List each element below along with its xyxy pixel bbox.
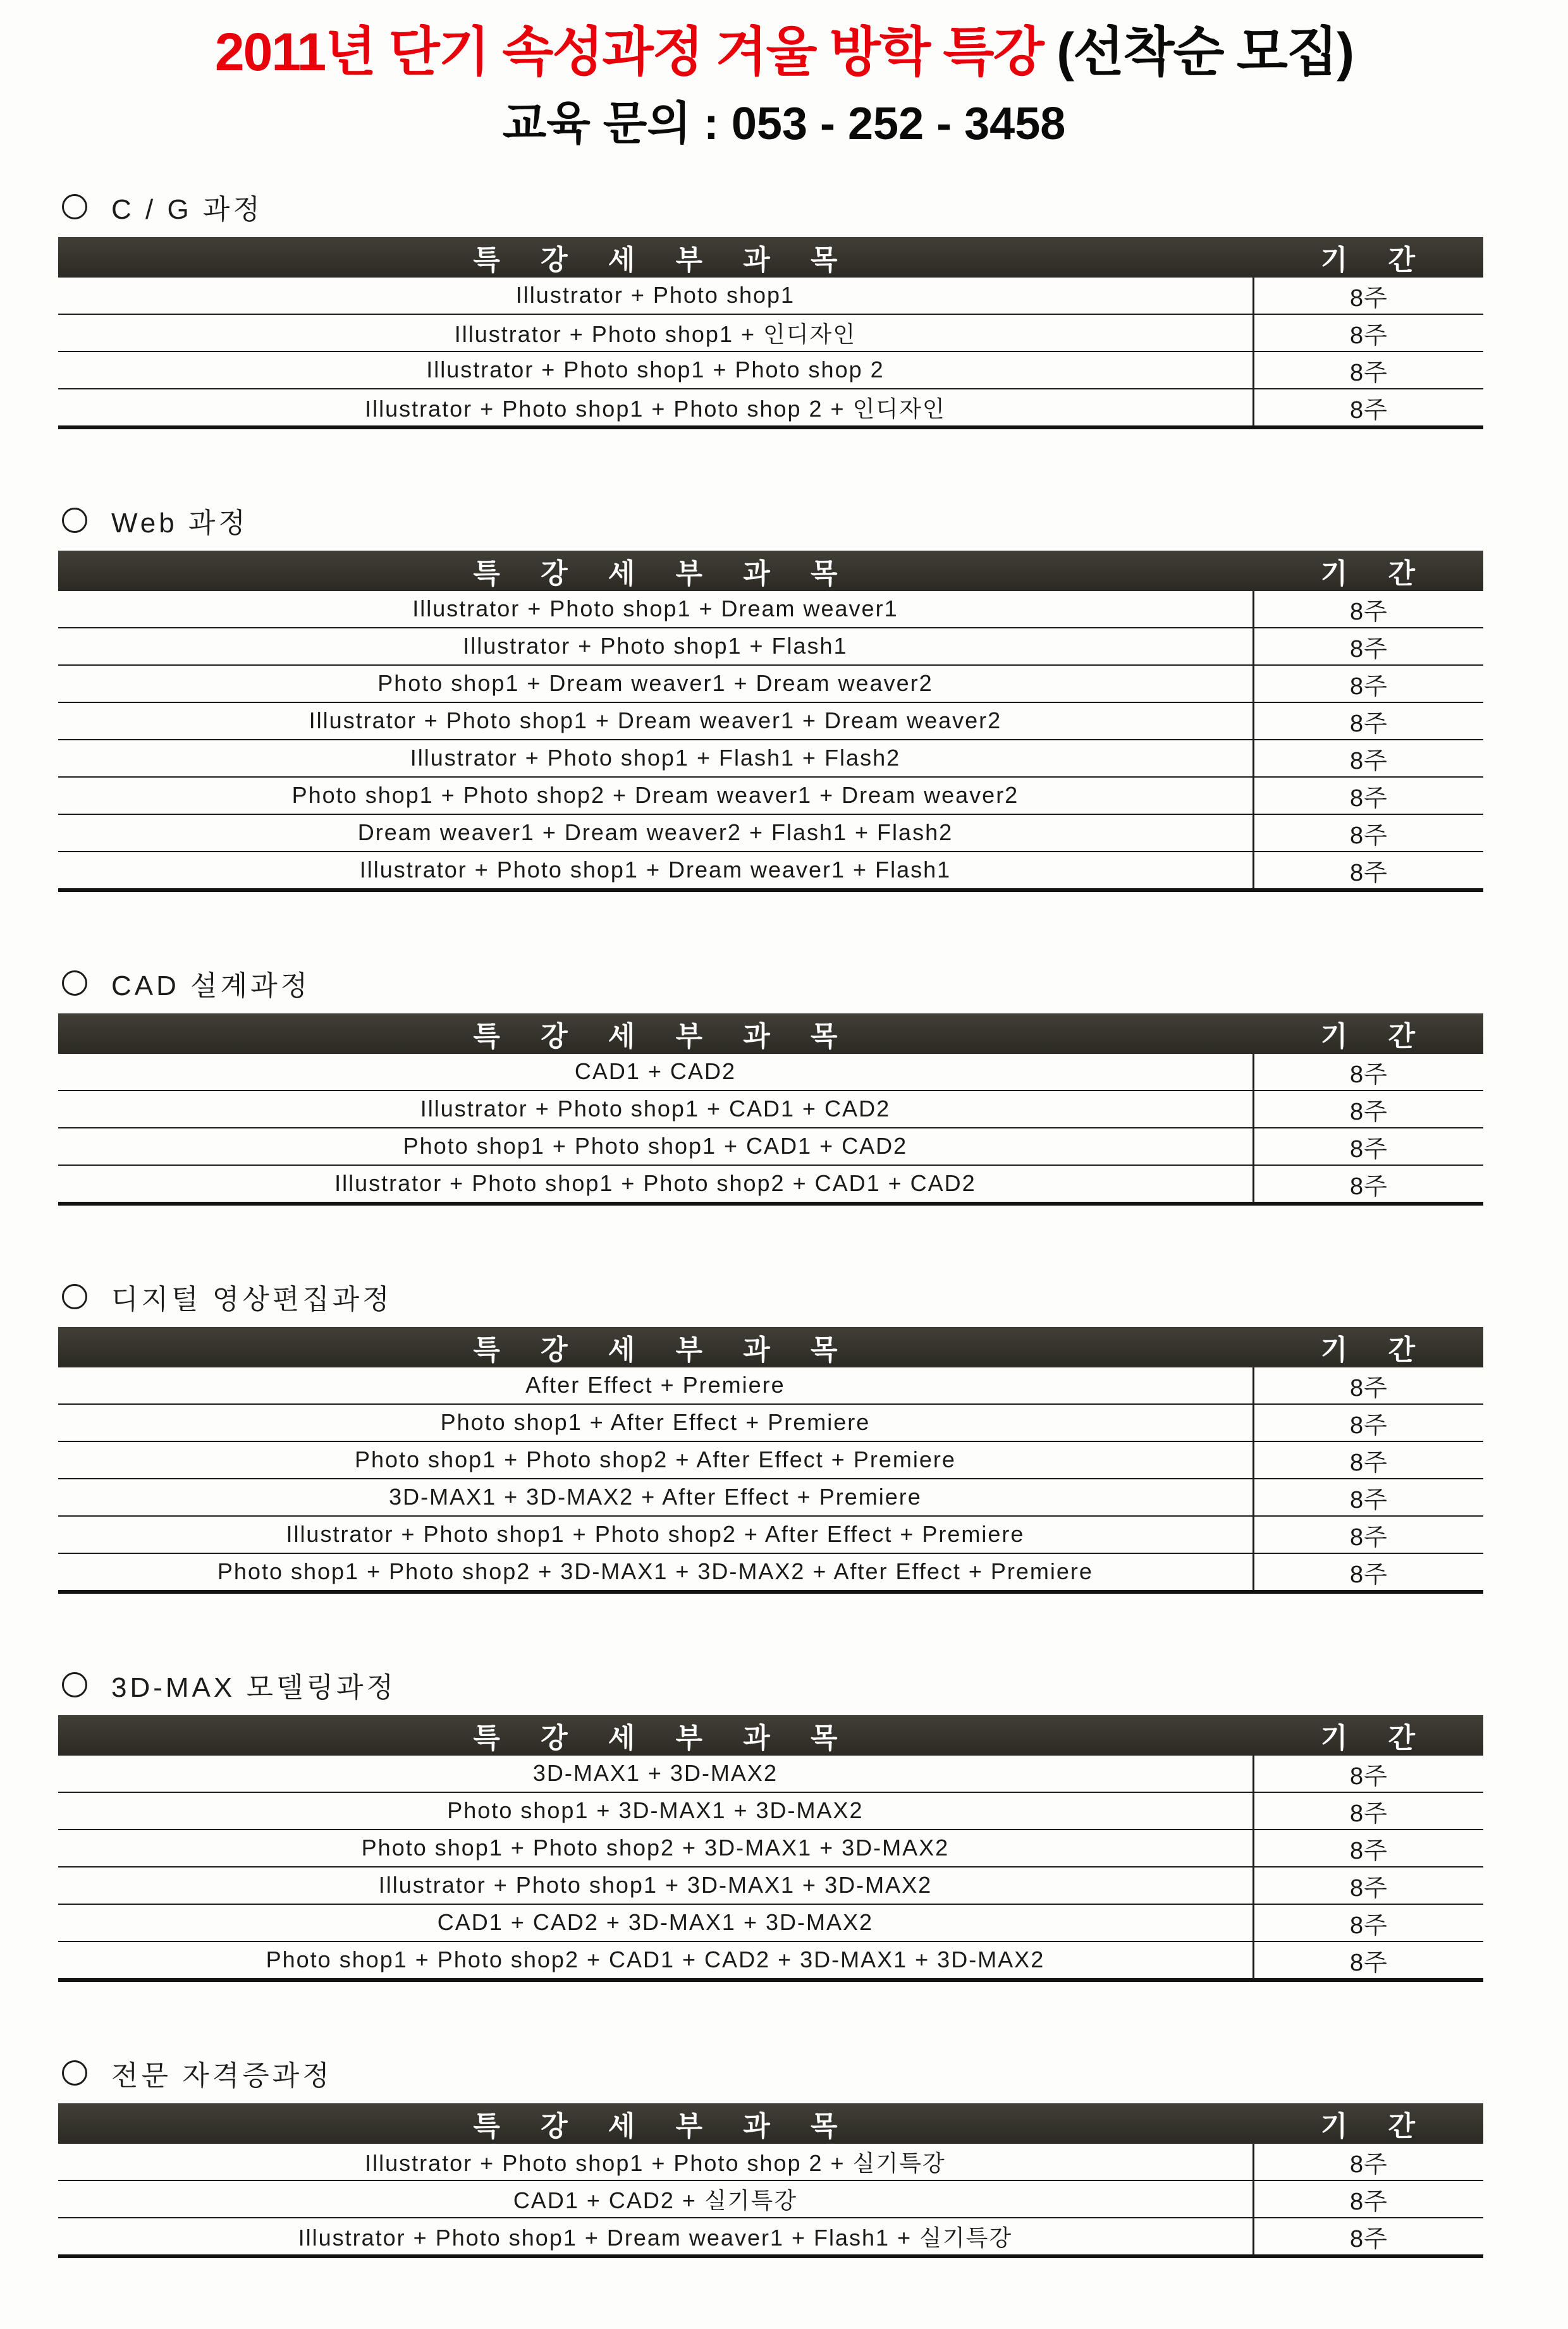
table-row xyxy=(58,1367,1483,1403)
section-title: 전문 자격증과정 xyxy=(111,2060,333,2091)
cell-duration: 8주 xyxy=(1350,359,1388,386)
course-table xyxy=(58,1013,1483,1206)
cell-subject: Photo shop1 + Dream weaver1 + Dream weaver2 xyxy=(58,666,1254,702)
cell-duration: 8주 xyxy=(1350,859,1388,886)
cell-subject: Illustrator + Photo shop1 + Photo shop2 + After Effect + Premiere xyxy=(58,1517,1254,1553)
table-row xyxy=(58,591,1483,627)
table-row xyxy=(58,664,1483,702)
table-row xyxy=(58,1792,1483,1829)
table-row xyxy=(58,627,1483,664)
page-title xyxy=(0,0,1568,83)
cell-duration: 8주 xyxy=(1350,1949,1388,1976)
cell-duration: 8주 xyxy=(1350,1524,1388,1551)
table-body xyxy=(58,1054,1483,1202)
table-row xyxy=(58,1756,1483,1792)
cell-duration: 8주 xyxy=(1350,1061,1388,1088)
cell-subject: Photo shop1 + Photo shop2 + Dream weaver1 + Dream weaver2 xyxy=(58,778,1254,814)
cell-duration: 8주 xyxy=(1350,1561,1388,1588)
cell-subject: Illustrator + Photo shop1 + Dream weaver1 + Flash1 xyxy=(58,852,1254,888)
cell-duration: 8주 xyxy=(1350,2225,1388,2253)
table-header-row xyxy=(58,1013,1483,1054)
cell-subject: After Effect + Premiere xyxy=(58,1367,1254,1403)
sections xyxy=(58,186,1483,2258)
cell-subject: CAD1 + CAD2 + 3D-MAX1 + 3D-MAX2 xyxy=(58,1905,1254,1941)
table-row xyxy=(58,314,1483,351)
table-row xyxy=(58,2180,1483,2217)
cell-duration: 8주 xyxy=(1350,396,1388,424)
course-table xyxy=(58,1327,1483,1594)
section-header xyxy=(62,186,1483,227)
table-row xyxy=(58,1403,1483,1441)
table-body xyxy=(58,591,1483,888)
cell-subject: Dream weaver1 + Dream weaver2 + Flash1 + Flash2 xyxy=(58,815,1254,851)
cell-duration: 8주 xyxy=(1350,1173,1388,1200)
course-table xyxy=(58,551,1483,892)
course-section xyxy=(58,963,1483,1206)
course-section xyxy=(58,1276,1483,1594)
cell-subject: Illustrator + Photo shop1 + Photo shop 2 + 실기특강 xyxy=(58,2144,1254,2180)
cell-duration: 8주 xyxy=(1350,1412,1388,1439)
page-title-paren: (선착순 모집) xyxy=(1057,22,1354,82)
cell-duration: 8주 xyxy=(1350,2151,1388,2178)
table-row xyxy=(58,1553,1483,1590)
section-header xyxy=(62,1276,1483,1317)
table-row xyxy=(58,1127,1483,1164)
cell-subject: 3D-MAX1 + 3D-MAX2 xyxy=(58,1756,1254,1792)
cell-duration: 8주 xyxy=(1350,2188,1388,2215)
table-body xyxy=(58,2144,1483,2254)
course-table xyxy=(58,2103,1483,2258)
cell-subject: 3D-MAX1 + 3D-MAX2 + After Effect + Premiere xyxy=(58,1479,1254,1515)
cell-duration: 8주 xyxy=(1350,785,1388,812)
cell-subject: Photo shop1 + Photo shop2 + CAD1 + CAD2 + 3D-MAX1 + 3D-MAX2 xyxy=(58,1942,1254,1978)
cell-subject: Illustrator + Photo shop1 + CAD1 + CAD2 xyxy=(58,1091,1254,1127)
table-row xyxy=(58,702,1483,739)
bullet-circle-icon xyxy=(62,1284,87,1309)
cell-duration: 8주 xyxy=(1350,1800,1388,1827)
cell-duration: 8주 xyxy=(1350,1486,1388,1513)
table-header-row xyxy=(58,2103,1483,2144)
table-row xyxy=(58,2217,1483,2254)
table-row xyxy=(58,1090,1483,1127)
cell-subject: Illustrator + Photo shop1 + Flash1 xyxy=(58,628,1254,664)
table-header-row xyxy=(58,1327,1483,1367)
section-header xyxy=(62,2053,1483,2093)
header-duration: 기 간 xyxy=(1320,558,1432,589)
section-header xyxy=(62,1665,1483,1705)
table-row xyxy=(58,2144,1483,2180)
course-section xyxy=(58,500,1483,892)
cell-subject: Photo shop1 + 3D-MAX1 + 3D-MAX2 xyxy=(58,1793,1254,1829)
header-subject: 특 강 세 부 과 목 xyxy=(473,1020,854,1052)
course-table xyxy=(58,237,1483,429)
section-header xyxy=(62,963,1483,1003)
cell-duration: 8주 xyxy=(1350,284,1388,312)
table-body xyxy=(58,1367,1483,1590)
cell-duration: 8주 xyxy=(1350,1374,1388,1402)
cell-duration: 8주 xyxy=(1350,635,1388,663)
course-section xyxy=(58,1665,1483,1982)
cell-duration: 8주 xyxy=(1350,710,1388,737)
cell-subject: Photo shop1 + Photo shop1 + CAD1 + CAD2 xyxy=(58,1128,1254,1164)
cell-subject: CAD1 + CAD2 + 실기특강 xyxy=(58,2181,1254,2217)
cell-subject: Illustrator + Photo shop1 + Photo shop 2 + 인디자인 xyxy=(58,389,1254,425)
table-row xyxy=(58,851,1483,888)
header-subject: 특 강 세 부 과 목 xyxy=(473,1334,854,1366)
bullet-circle-icon xyxy=(62,508,87,533)
header-subject: 특 강 세 부 과 목 xyxy=(473,2110,854,2142)
header-duration: 기 간 xyxy=(1320,2110,1432,2142)
table-row xyxy=(58,1441,1483,1478)
table-row xyxy=(58,1164,1483,1202)
cell-duration: 8주 xyxy=(1350,1874,1388,1902)
cell-subject: CAD1 + CAD2 xyxy=(58,1054,1254,1090)
table-body xyxy=(58,278,1483,425)
table-row xyxy=(58,1904,1483,1941)
cell-subject: Illustrator + Photo shop1 + Photo shop 2 xyxy=(58,352,1254,388)
cell-subject: Photo shop1 + Photo shop2 + 3D-MAX1 + 3D-MAX2 + After Effect + Premiere xyxy=(58,1554,1254,1590)
table-row xyxy=(58,278,1483,314)
table-row xyxy=(58,1829,1483,1866)
section-title: Web 과정 xyxy=(111,507,248,539)
header-duration: 기 간 xyxy=(1320,1722,1432,1754)
table-row xyxy=(58,776,1483,814)
cell-subject: Illustrator + Photo shop1 + Dream weaver1 + Dream weaver2 xyxy=(58,703,1254,739)
section-title: 3D-MAX 모델링과정 xyxy=(111,1672,396,1703)
header-duration: 기 간 xyxy=(1320,244,1432,276)
bullet-circle-icon xyxy=(62,1672,87,1697)
table-row xyxy=(58,1515,1483,1553)
header-subject: 특 강 세 부 과 목 xyxy=(473,1722,854,1754)
cell-duration: 8주 xyxy=(1350,1763,1388,1790)
cell-duration: 8주 xyxy=(1350,747,1388,774)
cell-subject: Illustrator + Photo shop1 + 3D-MAX1 + 3D-MAX2 xyxy=(58,1867,1254,1904)
table-row xyxy=(58,1866,1483,1904)
cell-duration: 8주 xyxy=(1350,322,1388,349)
course-section xyxy=(58,2053,1483,2258)
bullet-circle-icon xyxy=(62,194,87,219)
cell-subject: Illustrator + Photo shop1 + Flash1 + Flash2 xyxy=(58,740,1254,776)
header-subject: 특 강 세 부 과 목 xyxy=(473,244,854,276)
contact-phone-line: 교육 문의 : 053 - 252 - 3458 xyxy=(502,98,1066,149)
cell-duration: 8주 xyxy=(1350,1912,1388,1939)
table-row xyxy=(58,814,1483,851)
bullet-circle-icon xyxy=(62,2060,87,2086)
cell-duration: 8주 xyxy=(1350,1098,1388,1125)
table-row xyxy=(58,351,1483,388)
table-row xyxy=(58,1478,1483,1515)
table-header-row xyxy=(58,551,1483,591)
course-section xyxy=(58,186,1483,429)
cell-subject: Photo shop1 + After Effect + Premiere xyxy=(58,1405,1254,1441)
section-header xyxy=(62,500,1483,541)
table-header-row xyxy=(58,1715,1483,1756)
header-duration: 기 간 xyxy=(1320,1334,1432,1366)
cell-duration: 8주 xyxy=(1350,1135,1388,1163)
cell-subject: Illustrator + Photo shop1 + 인디자인 xyxy=(58,315,1254,351)
cell-duration: 8주 xyxy=(1350,598,1388,625)
bullet-circle-icon xyxy=(62,970,87,996)
table-row xyxy=(58,739,1483,776)
section-title: C / G 과정 xyxy=(111,193,263,225)
page-title-main: 2011년 단기 속성과정 겨울 방학 특강 xyxy=(214,22,1057,82)
table-row xyxy=(58,1054,1483,1090)
table-row xyxy=(58,1941,1483,1978)
table-body xyxy=(58,1756,1483,1978)
cell-subject: Illustrator + Photo shop1 + Dream weaver1 xyxy=(58,591,1254,627)
cell-subject: Illustrator + Photo shop1 + Dream weaver1 + Flash1 + 실기특강 xyxy=(58,2218,1254,2254)
table-row xyxy=(58,388,1483,425)
header-subject: 특 강 세 부 과 목 xyxy=(473,558,854,589)
course-table xyxy=(58,1715,1483,1982)
cell-duration: 8주 xyxy=(1350,1449,1388,1476)
cell-duration: 8주 xyxy=(1350,1837,1388,1864)
section-title: 디지털 영상편집과정 xyxy=(111,1283,393,1315)
cell-subject: Illustrator + Photo shop1 xyxy=(58,278,1254,314)
cell-duration: 8주 xyxy=(1350,673,1388,700)
section-title: CAD 설계과정 xyxy=(111,970,311,1001)
cell-subject: Photo shop1 + Photo shop2 + After Effect + Premiere xyxy=(58,1442,1254,1478)
cell-duration: 8주 xyxy=(1350,822,1388,849)
table-header-row xyxy=(58,237,1483,278)
cell-subject: Illustrator + Photo shop1 + Photo shop2 + CAD1 + CAD2 xyxy=(58,1166,1254,1202)
cell-subject: Photo shop1 + Photo shop2 + 3D-MAX1 + 3D-MAX2 xyxy=(58,1830,1254,1866)
header-duration: 기 간 xyxy=(1320,1020,1432,1052)
